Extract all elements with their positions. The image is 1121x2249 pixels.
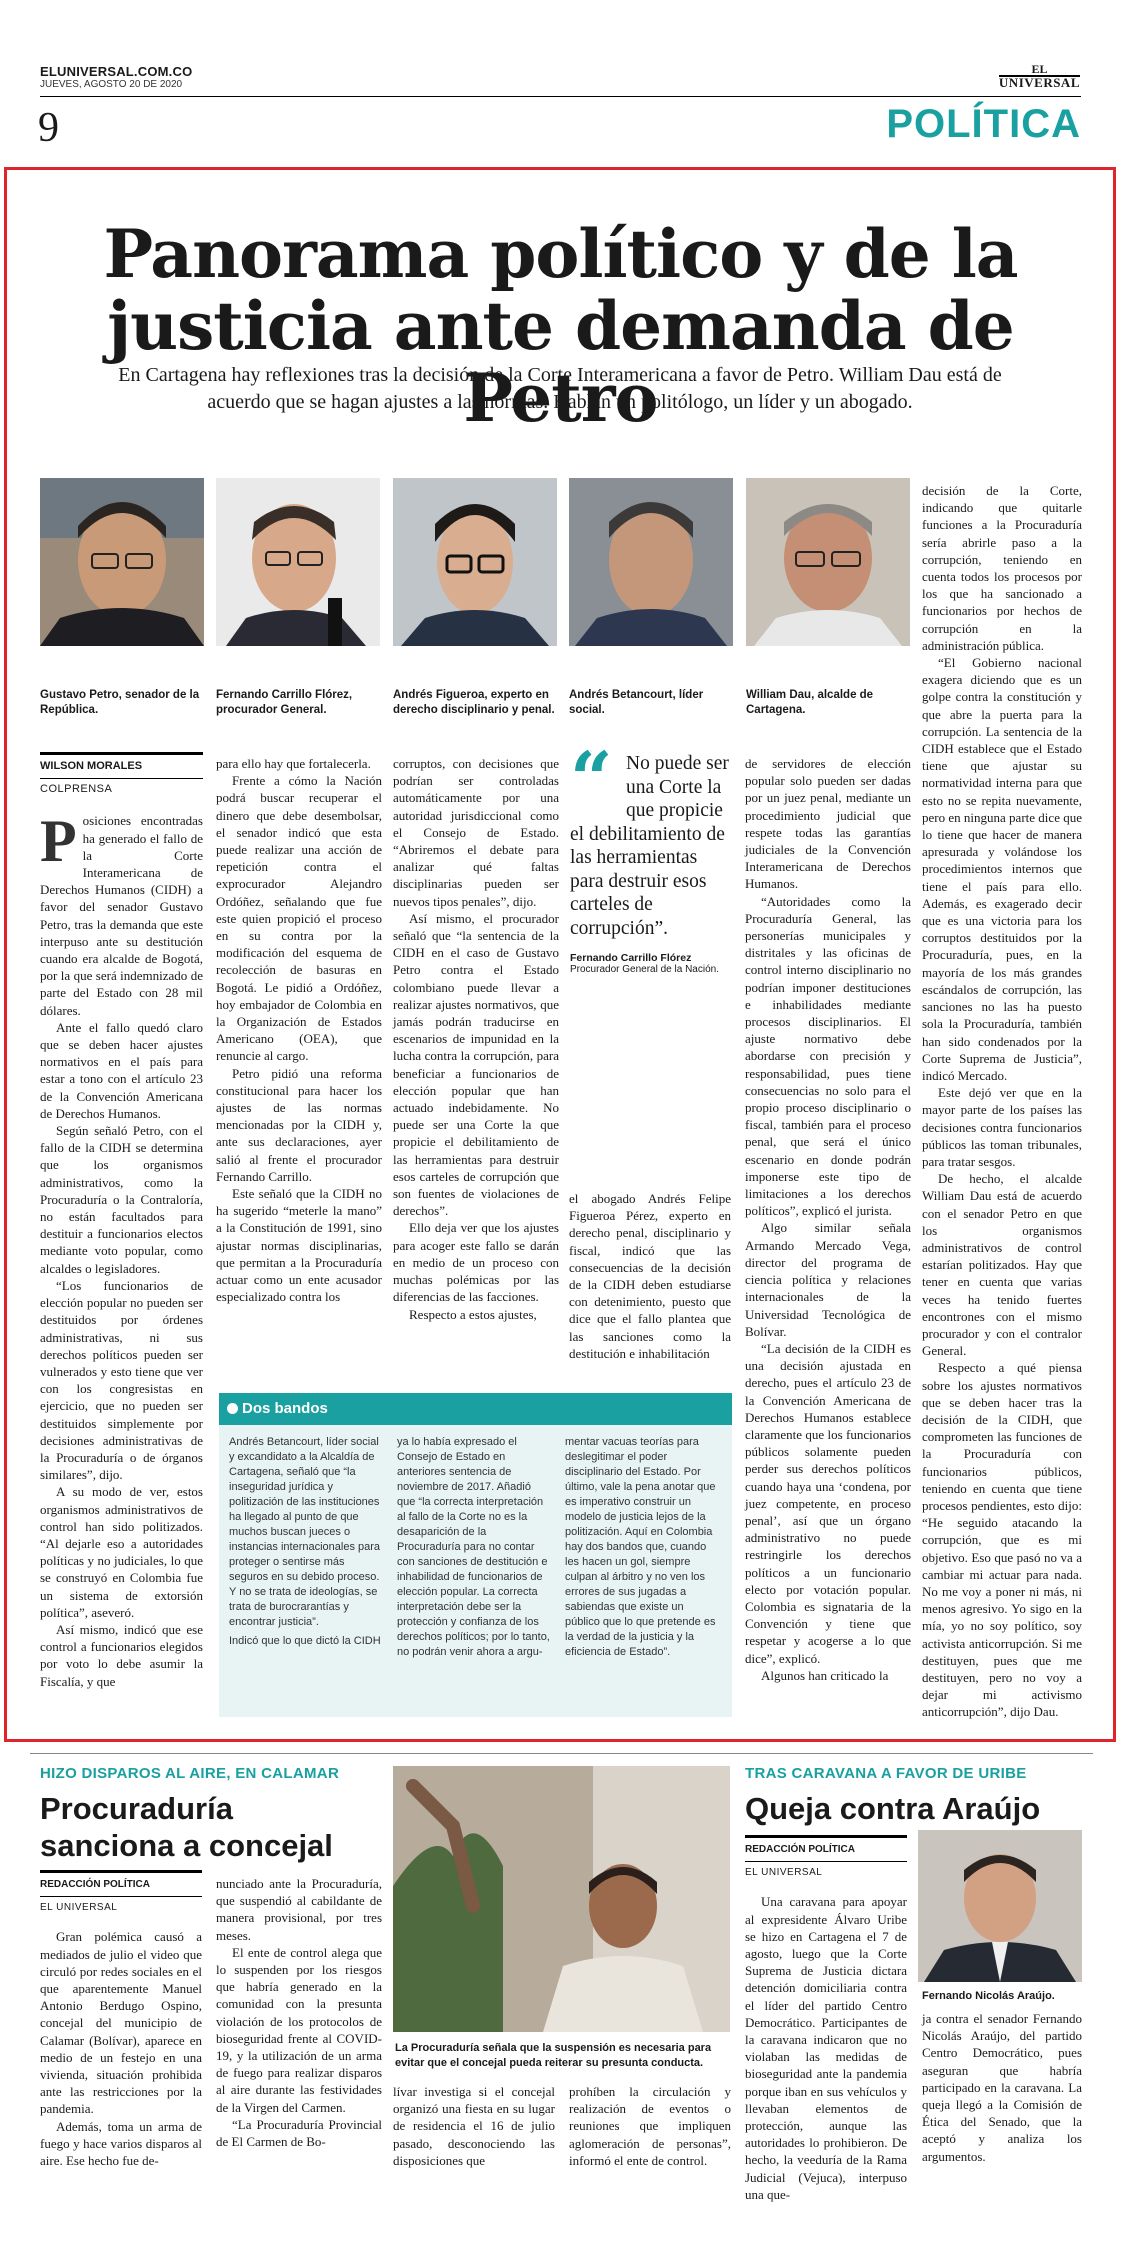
paragraph: corruptos, con decisiones que podrían ser controladas automáticamente por una autoridad jurisdiccional como el Consejo de Estado. “Abriremos el debate para analizar qué faltas disciplinarias pueden ser nuevos tipos penales”, dijo.: [393, 756, 559, 909]
caption-dau: William Dau, alcalde de Cartagena.: [746, 689, 874, 716]
page-number: 9: [38, 105, 59, 151]
logo-line2: UNIVERSAL: [998, 75, 1080, 90]
photo-caption-concejal: La Procuraduría señala que la suspensión es necesaria para evitar que el concejal pueda reiterar su presunta conducta.: [395, 2042, 712, 2069]
paragraph: Según señaló Petro, con el fallo de la CIDH se determina que los organismos administrativos, como la Procuraduría o la Contraloría, no están facultados para destituir a funcionarios electos mediante voto popular, como alcaldes o legisladores.: [40, 1123, 203, 1276]
logo-line1: EL: [1031, 62, 1048, 76]
bullet-dot-icon: [227, 1403, 238, 1414]
story3-byline: REDACCIÓN POLÍTICA: [745, 1835, 907, 1858]
photo-caption-araujo: Fernando Nicolás Araújo.: [922, 1990, 1055, 2002]
caption-betancourt: Andrés Betancourt, líder social.: [569, 689, 704, 716]
paragraph: Respecto a qué piensa sobre los ajustes normativos que se deben hacer tras la decisión de la CIDH, que comprometen las funciones de la Procuraduría con funcionarios públicos, teniendo en cuenta que tiene procesos pendientes, esto dijo: “He seguido atacando la corrupción, que es mi objetivo. Eso que pasó no va a cambiar mi actuar para nada. No me voy a poner ni más, ni menos agresivo. Yo sigo en la mía, yo no soy político, soy activista anticorrupción. Si me destituyen, pues que me destituyen, pero no voy a dejar mi activismo anticorrupción”, dijo Dau.: [922, 1360, 1082, 1720]
story3-column-1: [745, 1835, 907, 2203]
story2-column-2: [216, 1875, 382, 2150]
paragraph: El ente de control alega que lo suspenden por los riesgos que habría generado en la comunidad con la presunta violación de los protocolos de bioseguridad frente al COVID-19, y la utilización de un arma de fuego para realizar disparos al aire durante las festividades de la Virgen del Carmen.: [216, 1944, 382, 2115]
main-column-6: [922, 482, 1082, 1721]
box-title: Dos bandos: [219, 1393, 732, 1425]
paragraph: Frente a cómo la Nación podrá buscar recuperar el dinero que debe desembolsar, el senador indicó que esta puede realizar una acción de repetición contra el exprocurador Alejandro Ordóñez, señalando que fue este quien propició el proceso en su contra por la modificación del esquema de recolección de basuras en Bogotá. Le pidió a Ordóñez, hoy embajador de Colombia en la Organización de Estados Americano (OEA), que renuncie al cargo.: [216, 773, 382, 1064]
paragraph: “La Procuraduría Provincial de El Carmen de Bo-: [216, 2116, 382, 2150]
photo-gustavo-petro: [40, 478, 204, 646]
story2-headline-line2: sanciona a concejal: [40, 1828, 333, 1863]
paragraph: Ante el fallo quedó claro que se deben hacer ajustes normativos en el país para estar a tono con el artículo 23 de la Convención Americana de Derechos Humanos.: [40, 1019, 203, 1121]
box-column-3: [565, 1435, 720, 1664]
paragraph: De hecho, el alcalde William Dau está de acuerdo con el senador Petro en que los organismos administrativos de control estarían politizados. Hay que tener en cuenta que varias veces ha tenido fuertes encontrones con el mismo procurador y con el contralor General.: [922, 1171, 1082, 1359]
paragraph: Este señaló que la CIDH no ha sugerido “meterle la mano” a la Constitución de 1991, sino ajustar normas disciplinarias, que permitan a la Procuraduría actuar como un ente acusador especializado contra los: [216, 1186, 382, 1305]
quote-author-role: Procurador General de la Nación.: [570, 964, 719, 975]
dropcap: P: [40, 808, 77, 875]
site-url[interactable]: ELUNIVERSAL.COM.CO: [40, 64, 193, 79]
photo-fernando-carrillo: [216, 478, 380, 646]
paragraph: prohíben la circulación y realización de eventos o reuniones que impliquen aglomeración de personas”, informó el ente de control.: [569, 2084, 731, 2168]
photo-fernando-araujo: [918, 1830, 1082, 1982]
story2-column-4: [569, 2083, 731, 2169]
story3-column-2: [922, 2010, 1082, 2165]
paragraph: “Los funcionarios de elección popular no pueden ser destituidos por órdenes administrativas, ni sus derechos políticos pueden ser vulnerados y esto tiene que ver con los congresistas en ejercicio, que no pueden ser destituidos simplemente por decisiones administrativas de la Procuraduría o de órganos similares”, dijo.: [40, 1277, 203, 1483]
main-column-1: [40, 752, 203, 1690]
paragraph: Una caravana para apoyar al expresidente Álvaro Uribe se hizo en Cartagena el 7 de agosto, luego que la Corte Suprema de Justicia dictara detención domiciliaria contra el líder del partido Centro Democrático. Participantes de la caravana indicaron que no violaban las medidas de bioseguridad ante la pandemia porque iban en sus vehículos y llevaban elementos de protección, aunque las autoridades lo prohibieron. De hecho, la veeduría de la Rama Judicial (Vejuca), interpuso una que-: [745, 1894, 907, 2202]
story2-agency: EL UNIVERSAL: [40, 1896, 202, 1916]
paragraph: Petro pidió una reforma constitucional para hacer los ajustes de las normas mencionadas por la CIDH y, ante sus declaraciones, ayer salió al frente el procurador Fernando Carrillo.: [216, 1065, 382, 1184]
paragraph: Gran polémica causó a mediados de julio el video que circuló por redes sociales en el que aparentemente Manuel Antonio Berdugo Ospino, concejal del municipio de Calamar (Bolívar), aparece en medio de un festejo en una vivienda, situación prohibida ante las restricciones por la pandemia.: [40, 1929, 202, 2117]
paragraph: lívar investiga si el concejal organizó una fiesta en su lugar de residencia el 16 de julio pasado, desconociendo las disposiciones que: [393, 2084, 555, 2168]
paragraph: Así mismo, el procurador señaló que “la sentencia de la CIDH en el caso de Gustavo Petro contra el Estado colombiano puede llevar a realizar ajustes normativos, que jamás podrán traducirse en escenarios de impunidad en la lucha contra la corrupción, para beneficiar a funcionarios de elección popular que han actuado indebidamente. No puede ser una Corte la que propicie el debilitamiento de las herramientas para destruir esos carteles de corrupción que son fuentes de violaciones de derechos”.: [393, 910, 559, 1219]
photo-andres-figueroa: [393, 478, 557, 646]
paragraph: decisión de la Corte, indicando que quitarle funciones a la Procuraduría sería abrirle paso a la corrupción, teniendo en cuenta todos los procesos por los que ha sancionado a funcionarios por hechos de corrupción en la administración pública.: [922, 483, 1082, 653]
deck: En Cartagena hay reflexiones tras la decisión de la Corte Interamericana a favor de Petro. William Dau está de acuerdo que se hagan ajustes a las normas. Hablan un politólogo, un líder y un abogado.: [118, 364, 1002, 413]
story2-column-1: [40, 1870, 202, 2169]
paragraph: nunciado ante la Procuraduría, que suspendió al cabildante de manera provisional, por tres meses.: [216, 1876, 382, 1943]
quote-author: Fernando Carrillo Flórez: [570, 952, 692, 964]
box-column-2: [397, 1435, 552, 1664]
story-separator: [30, 1753, 1093, 1754]
sidebar-box-dos-bandos: [219, 1393, 732, 1717]
paragraph: Este dejó ver que en la mayor parte de los países las decisiones contra funcionarios públicos las toman tribunales, para tratar sesgos.: [922, 1085, 1082, 1169]
caption-figueroa: Andrés Figueroa, experto en derecho disciplinario y penal.: [393, 689, 555, 716]
paragraph: “Autoridades como la Procuraduría General, las personerías municipales y distritales y las oficinas de control interno disciplinario no podrían imponer destituciones e inhabilidades mediante procesos disciplinarios. El ajuste normativo debe abordarse con precisión y responsabilidad, pues tiene consecuencias no solo para el propio proceso disciplinario o fiscal, también para el proceso penal, que será el único escenario en donde podrán imponerse este tipo de limitaciones a los derechos políticos”, explicó el jurista.: [745, 893, 911, 1219]
header-rule: [40, 96, 1081, 97]
story2-byline: REDACCIÓN POLÍTICA: [40, 1870, 202, 1893]
main-column-4: [569, 1190, 731, 1362]
paragraph: ya lo había expresado el Consejo de Estado en anteriores sentencia de noviembre de 2017. Añadió que “la correcta interpretación al fallo de la Corte no es la desaparición de la Procuraduría para no contar con sanciones de destitución e inhabilidad de funcionarios de elección popular. La correcta interpretación debe ser la protección y confianza de los derechos políticos; por lo tanto, no podrán venir ahora a argu-: [397, 1436, 550, 1658]
story3-kicker: TRAS CARAVANA A FAVOR DE URIBE: [745, 1765, 1027, 1782]
paragraph: de servidores de elección popular solo pueden ser dadas por un juez penal, mediante un procedimiento judicial que respete todas las garantías judiciales de la Convención Interamericana de Derechos Humanos.: [745, 756, 911, 892]
quote-text: No puede ser una Corte la que propicie el debilitamiento de las herramientas para destruir esos carteles de corrupción”.: [570, 753, 729, 939]
caption-carrillo: Fernando Carrillo Flórez, procurador General.: [216, 689, 353, 716]
box-column-1: [229, 1435, 384, 1653]
main-column-5: [745, 755, 911, 1684]
paragraph: Ello deja ver que los ajustes para acoger este fallo se darán en medio de un proceso con muchas polémicas por las diferencias de las facciones.: [393, 1220, 559, 1305]
agency: COLPRENSA: [40, 778, 203, 798]
story2-kicker: HIZO DISPAROS AL AIRE, EN CALAMAR: [40, 1765, 340, 1782]
paragraph: Así mismo, indicó que ese control a funcionarios elegidos por voto lo debe asumir la Fiscalía, y que: [40, 1621, 203, 1689]
paragraph: Andrés Betancourt, líder social y excandidato a la Alcaldía de Cartagena, señaló que “la inseguridad jurídica y politización de las instituciones ha llegado al punto de que muchos buscan jueces o instancias internacionales para proteger o sentirse más seguros en su debido proceso. Y no se trata de ideologías, se trata de burocrarantías y encontrar justicia”.: [229, 1436, 381, 1628]
paragraph: A su modo de ver, estos organismos administrativos de control han sido politizados. “Al dejarle eso a autoridades políticas y no judiciales, lo que se construyó en Colombia fue un sistema de extorsión política”, aseveró.: [40, 1484, 203, 1620]
paragraph: Algo similar señala Armando Mercado Vega, director del programa de ciencia política y relaciones internacionales de la Universidad Tecnológica de Bolívar.: [745, 1220, 911, 1339]
main-column-3: [393, 755, 559, 1323]
quote-mark-icon: “: [570, 737, 613, 823]
pull-quote: [570, 737, 730, 975]
paragraph: ja contra el senador Fernando Nicolás Araújo, del partido Centro Democrático, pues aseguran que habría participado en la caravana. La queja llegó a la Comisión de Ética del Senado, que la aceptó y analiza los argumentos.: [922, 2011, 1082, 2164]
caption-petro: Gustavo Petro, senador de la República.: [40, 689, 200, 716]
paragraph: “La decisión de la CIDH es una decisión ajustada en derecho, pues el artículo 23 de la Convención Americana de Derechos Humanos establece claramente que los funcionarios públicos solamente pueden perder sus derechos políticos cuando haya una ‘condena, por juez competente, en proceso penal’, así que un órgano administrativo no puede restringirle los derechos políticos a un funcionario electo por votación popular. Colombia es signataria de la Convención y tiene que respetar y acogerse a lo que dice”, explicó.: [745, 1340, 911, 1666]
story3-agency: EL UNIVERSAL: [745, 1861, 907, 1881]
headline-line1: Panorama político y de la: [103, 215, 1018, 293]
paragraph: mentar vacuas teorías para deslegitimar el poder disciplinario del Estado. Por último, vale la pena anotar que es imperativo construir un modelo de justicia lejos de la politización. Aquí en Colombia hay dos bandos que, cuando les hacen un gol, siempre culpan al árbitro y no ven los errores de sus jugadas a sabiendas que existe un público que lo que pretende es la verdad de la justicia y la eficiencia de Estado”.: [565, 1436, 716, 1658]
paragraph: Respecto a estos ajustes,: [409, 1306, 537, 1322]
story2-column-3: [393, 2083, 555, 2169]
newspaper-logo: [999, 64, 1080, 88]
issue-date: JUEVES, AGOSTO 20 DE 2020: [40, 79, 183, 90]
masthead: [40, 64, 1080, 90]
photo-concejal: [393, 1766, 730, 2032]
headline-line2: justicia ante demanda de Petro: [107, 287, 1014, 437]
story3-headline: Queja contra Araújo: [745, 1791, 1041, 1826]
section-title: POLÍTICA: [886, 102, 1081, 146]
photo-william-dau: [746, 478, 910, 646]
story2-headline: [40, 1790, 380, 1864]
paragraph: para ello hay que fortalecerla.: [216, 756, 371, 771]
paragraph: Algunos han criticado la: [761, 1667, 889, 1683]
paragraph: Posiciones encontradas ha generado el fallo de la Corte Interamericana de Derechos Humanos (CIDH) a favor del senador Gustavo Petro, tras la demanda que este interpuso ante su destitución cuando era alcalde de Bogotá, por la que será indemnizado de parte del Estado con 28 mil dólares.: [40, 808, 203, 1018]
paragraph: el abogado Andrés Felipe Figueroa Pérez, experto en derecho penal, disciplinario y fiscal, indicó que las consecuencias de la decisión de la CIDH deben estudiarse con detenimiento, puesto que dice que el fallo plantea que las sanciones como la destitución e inhabilitación: [569, 1191, 731, 1361]
paragraph: Además, toma un arma de fuego y hace varios disparos al aire. Ese hecho fue de-: [40, 2118, 202, 2169]
story2-headline-line1: Procuraduría: [40, 1791, 233, 1826]
paragraph: Indicó que lo que dictó la CIDH: [229, 1635, 381, 1647]
paragraph: “El Gobierno nacional exagera diciendo que es un golpe contra la constitución y que abre la puerta para la corrupción. La sentencia de la CIDH establece que el Estado tiene que ajustar su normatividad interna para que esto no se repita nuevamente, pero en ninguna parte dice que lo tiene que hacer de manera apresurada y volándose los procedimientos internos que tiene el país para ello. Además, es exagerado decir que es una victoria para los corruptos destituidos por la Procuraduría, pues, en la mayoría de los más grandes escándalos de corrupción, las sanciones no las ha puesto sola la Procuraduría, también han sido condenados por la Corte Suprema de Justicia”, indicó Mercado.: [922, 655, 1082, 1083]
photo-andres-betancourt: [569, 478, 733, 646]
main-column-2: [216, 755, 382, 1306]
byline: WILSON MORALES: [40, 752, 203, 775]
